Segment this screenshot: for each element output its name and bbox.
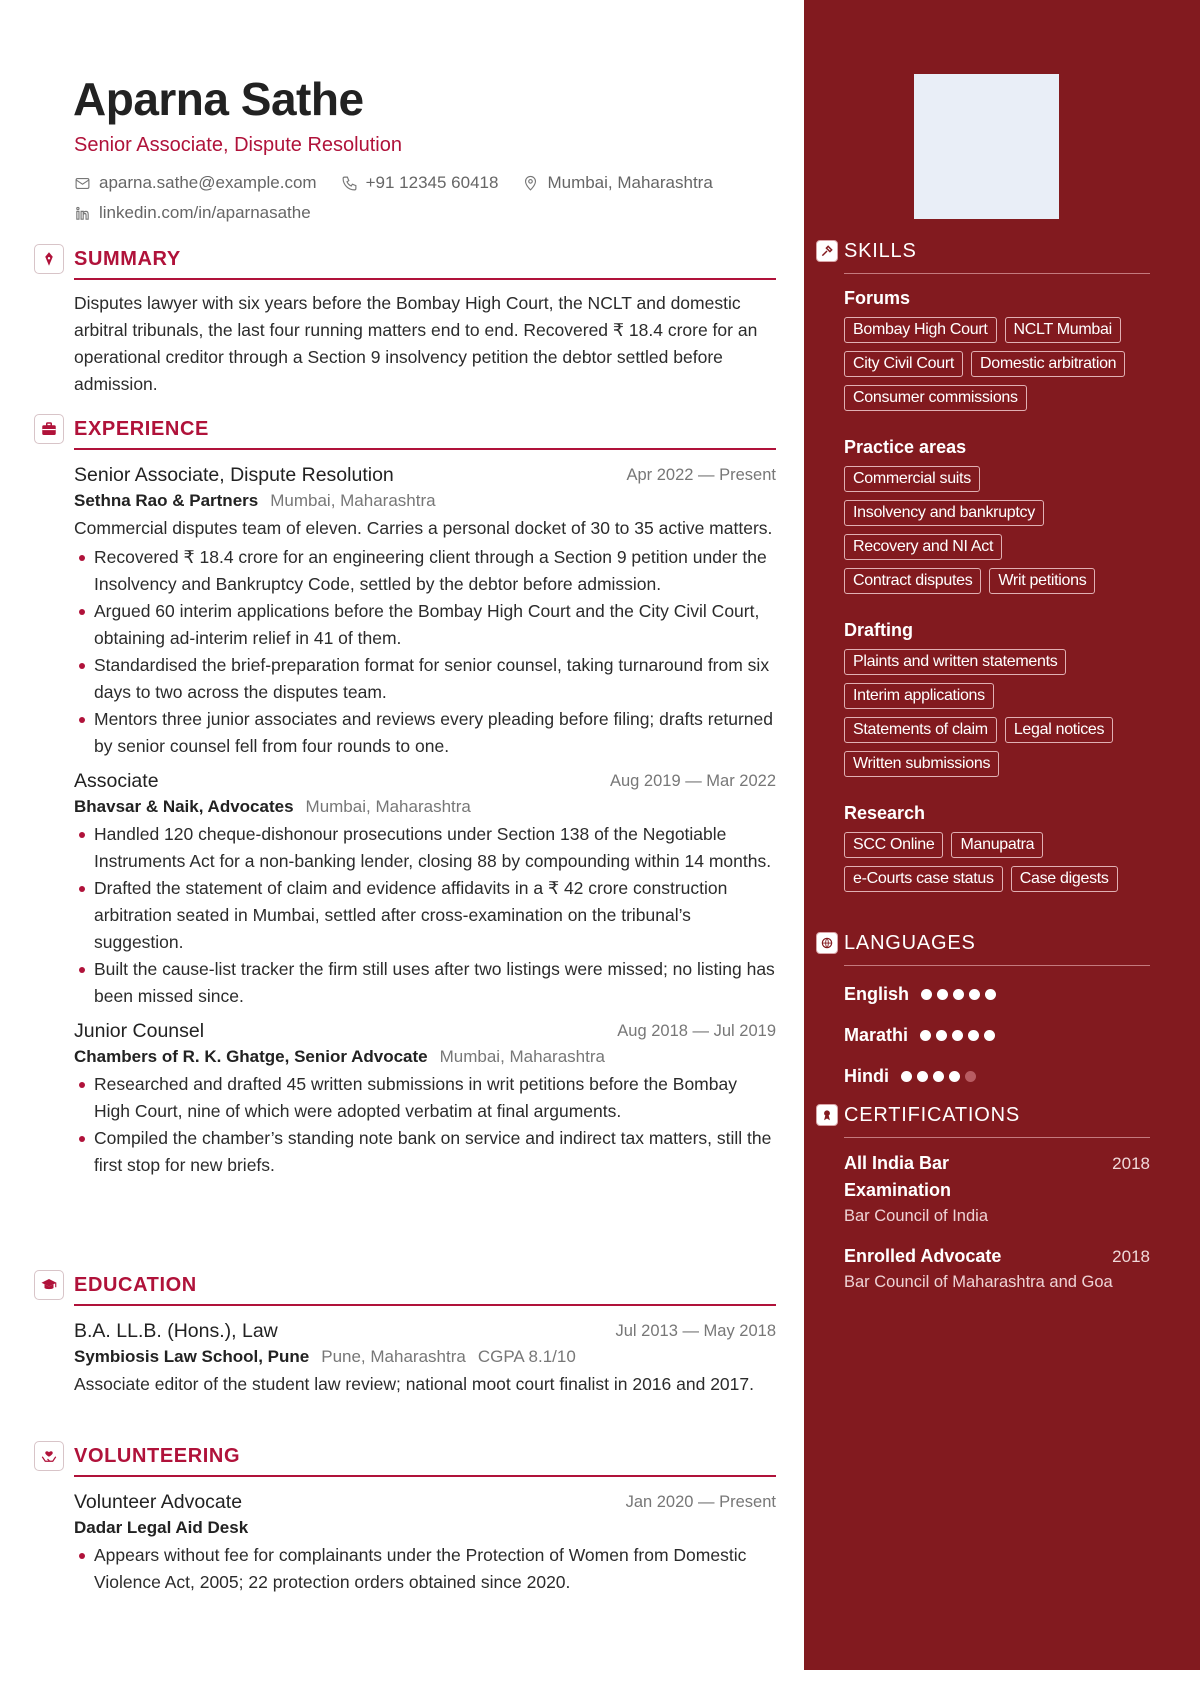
experience-title: EXPERIENCE — [74, 418, 209, 440]
language-item — [844, 1056, 1150, 1097]
location-contact — [522, 173, 712, 193]
job-org — [74, 1044, 776, 1069]
language-name: Marathi — [844, 1025, 909, 1045]
summary-text: Disputes lawyer with six years before the Bombay High Court, the NCLT and domestic arbitral tribunals, the last four running matters end to end. Recovered ₹ 18.4 crore for an operational creditor through a Section 9 insolvency petition the debtor settled before admission. — [74, 293, 758, 394]
job-entry — [74, 768, 776, 1010]
list-item: Mentors three junior associates and reviews every pleading before filing; drafts returned by senior counsel fell from four rounds to one. — [74, 706, 776, 760]
list-item: Handled 120 cheque-dishonour prosecutions under Section 138 of the Negotiable Instruments Act for a non-banking lender, closing 88 by compounding within 14 months. — [74, 821, 776, 875]
job-title: Senior Associate, Dispute Resolution — [74, 464, 394, 486]
language-list — [844, 974, 1150, 1097]
skill-tags — [844, 313, 1150, 415]
school-line — [74, 1344, 776, 1369]
education-title: EDUCATION — [74, 1274, 197, 1296]
proficiency-dot-empty — [965, 1071, 976, 1082]
list-item: Researched and drafted 45 written submissions in writ petitions before the Bombay High Court, nine of which were adopted verbatim at final arguments. — [74, 1071, 776, 1125]
employer: Chambers of R. K. Ghatge, Senior Advocate — [74, 1047, 428, 1066]
contact-row-2 — [74, 203, 335, 223]
skill-group-title: Drafting — [844, 620, 913, 640]
skill-group-title: Practice areas — [844, 437, 967, 457]
proficiency-dot-filled — [969, 989, 980, 1000]
skill-tag: Recovery and NI Act — [844, 534, 1002, 560]
education-entry — [74, 1318, 776, 1398]
skill-tag: Case digests — [1011, 866, 1118, 892]
proficiency-dot-filled — [968, 1030, 979, 1041]
proficiency-dots — [921, 989, 1001, 1000]
job-location: Mumbai, Maharashtra — [270, 491, 436, 510]
education-date: Jul 2013 — May 2018 — [615, 1322, 776, 1340]
certifications-title: CERTIFICATIONS — [844, 1104, 1021, 1126]
job-date: Apr 2022 — Present — [626, 466, 776, 484]
volunteer-org: Dadar Legal Aid Desk — [74, 1518, 249, 1537]
skill-tag: NCLT Mumbai — [1005, 317, 1121, 343]
proficiency-dot-filled — [936, 1030, 947, 1041]
volunteering-title: VOLUNTEERING — [74, 1445, 241, 1467]
skill-tag: Statements of claim — [844, 717, 997, 743]
skill-tag: Manupatra — [951, 832, 1043, 858]
pen-nib-icon — [34, 244, 64, 274]
certification-name: Enrolled Advocate — [844, 1246, 1002, 1266]
certificate-icon — [816, 1104, 838, 1126]
skill-tag: e-Courts case status — [844, 866, 1003, 892]
certification-issuer: Bar Council of Maharashtra and Goa — [844, 1273, 1113, 1291]
proficiency-dot-filled — [985, 989, 996, 1000]
language-item — [844, 1015, 1150, 1056]
experience-heading — [74, 416, 776, 450]
proficiency-dot-filled — [917, 1071, 928, 1082]
proficiency-dots — [920, 1030, 1000, 1041]
degree: B.A. LL.B. (Hons.), Law — [74, 1320, 278, 1342]
translate-icon — [816, 932, 838, 954]
summary-title: SUMMARY — [74, 248, 181, 270]
job-title: Associate — [74, 770, 159, 792]
skill-tag: Insolvency and bankruptcy — [844, 500, 1044, 526]
job-bullets — [74, 821, 776, 1010]
job-date: Aug 2018 — Jul 2019 — [617, 1022, 776, 1040]
skill-tags — [844, 645, 1150, 781]
employer: Sethna Rao & Partners — [74, 491, 259, 510]
location-text: Mumbai, Maharashtra — [547, 173, 713, 192]
profile-photo — [914, 74, 1059, 219]
job-date: Aug 2019 — Mar 2022 — [609, 772, 776, 790]
proficiency-dots — [901, 1071, 981, 1082]
language-name: Hindi — [844, 1066, 889, 1086]
skills-title: SKILLS — [844, 240, 917, 262]
list-item: Recovered ₹ 18.4 crore for an engineering client through a Section 9 petition under the Insolvency and Bankruptcy Code, settled by the debtor before admission. — [74, 544, 776, 598]
education-description: Associate editor of the student law review; national moot court finalist in 2016 and 2017. — [74, 1374, 754, 1394]
certification-year: 2018 — [1112, 1247, 1150, 1266]
job-bullets — [74, 1071, 776, 1179]
linkedin-icon — [74, 205, 91, 222]
volunteer-org-line — [74, 1515, 776, 1540]
contact-row — [74, 173, 737, 193]
education-section — [74, 1272, 776, 1398]
skill-tag: Written submissions — [844, 751, 999, 777]
proficiency-dot-filled — [952, 1030, 963, 1041]
briefcase-icon — [34, 414, 64, 444]
job-bullets — [74, 544, 776, 760]
volunteering-heading — [74, 1443, 776, 1477]
job-org — [74, 794, 776, 819]
proficiency-dot-filled — [920, 1030, 931, 1041]
skill-group-title: Research — [844, 803, 926, 823]
job-entry — [74, 1018, 776, 1179]
certifications-heading — [844, 1104, 1150, 1138]
certifications-section — [844, 1104, 1150, 1295]
sidebar — [804, 0, 1200, 1670]
email-contact[interactable] — [74, 173, 317, 193]
proficiency-dot-filled — [901, 1071, 912, 1082]
skill-tag: Contract disputes — [844, 568, 981, 594]
list-item: Drafted the statement of claim and evidence affidavits in a ₹ 42 crore construction arbitration seated in Mumbai, settled after cross-examination on the tribunal’s suggestion. — [74, 875, 776, 956]
volunteer-bullets — [74, 1542, 776, 1596]
proficiency-dot-filled — [933, 1071, 944, 1082]
certification-name: All India Bar Examination — [844, 1153, 952, 1200]
skill-tag: Bombay High Court — [844, 317, 997, 343]
linkedin-text: linkedin.com/in/aparnasathe — [99, 203, 311, 222]
skill-tag: City Civil Court — [844, 351, 963, 377]
certification-issuer: Bar Council of India — [844, 1207, 988, 1225]
job-location: Mumbai, Maharashtra — [305, 797, 471, 816]
proficiency-dot-filled — [937, 989, 948, 1000]
job-description: Commercial disputes team of eleven. Carries a personal docket of 30 to 35 active matters. — [74, 518, 773, 538]
job-org — [74, 488, 776, 513]
skill-tag: Consumer commissions — [844, 385, 1027, 411]
employer: Bhavsar & Naik, Advocates — [74, 797, 294, 816]
languages-section — [844, 932, 1150, 1097]
list-item: Compiled the chamber’s standing note bank on service and indirect tax matters, still the first stop for new briefs. — [74, 1125, 776, 1179]
skill-tag: Legal notices — [1005, 717, 1113, 743]
skills-heading — [844, 240, 1150, 274]
proficiency-dot-filled — [921, 989, 932, 1000]
tools-icon — [816, 240, 838, 262]
graduation-cap-icon — [34, 1270, 64, 1300]
certification-item — [844, 1243, 1150, 1295]
volunteering-entry — [74, 1489, 776, 1596]
proficiency-dot-filled — [984, 1030, 995, 1041]
skill-tag: SCC Online — [844, 832, 943, 858]
list-item: Standardised the brief-preparation format for senior counsel, taking turnaround from six days to two across the disputes team. — [74, 652, 776, 706]
volunteering-section — [74, 1443, 776, 1596]
language-item — [844, 974, 1150, 1015]
education-heading — [74, 1272, 776, 1306]
skill-tag: Commercial suits — [844, 466, 980, 492]
summary-section — [74, 246, 776, 398]
school-location: Pune, Maharashtra — [321, 1347, 466, 1366]
list-item: Appears without fee for complainants under the Protection of Women from Domestic Violence Act, 2005; 22 protection orders obtained since 2020. — [74, 1542, 776, 1596]
volunteer-date: Jan 2020 — Present — [625, 1493, 776, 1511]
languages-heading — [844, 932, 1150, 966]
phone-icon — [341, 175, 358, 192]
skill-tag: Interim applications — [844, 683, 994, 709]
location-pin-icon — [522, 175, 539, 192]
phone-text: +91 12345 60418 — [365, 173, 499, 192]
skill-tags — [844, 828, 1150, 896]
skills-section — [844, 240, 1150, 896]
skill-tag: Writ petitions — [989, 568, 1095, 594]
certification-item — [844, 1150, 1150, 1229]
phone-contact[interactable] — [341, 173, 499, 193]
job-title: Junior Counsel — [74, 1020, 205, 1042]
proficiency-dot-filled — [953, 989, 964, 1000]
list-item: Built the cause-list tracker the firm still uses after two listings were missed; no listing has been missed since. — [74, 956, 776, 1010]
skill-tag: Plaints and written statements — [844, 649, 1066, 675]
skill-tags — [844, 462, 1150, 598]
gpa: CGPA 8.1/10 — [477, 1347, 576, 1366]
skill-group-title: Forums — [844, 288, 911, 308]
summary-heading — [74, 246, 776, 280]
job-location: Mumbai, Maharashtra — [439, 1047, 605, 1066]
school: Symbiosis Law School, Pune — [74, 1347, 310, 1366]
list-item: Argued 60 interim applications before the Bombay High Court and the City Civil Court, obtaining ad-interim relief in 41 of them. — [74, 598, 776, 652]
proficiency-dot-filled — [949, 1071, 960, 1082]
job-entry — [74, 462, 776, 760]
helping-hands-icon — [34, 1441, 64, 1471]
volunteer-role: Volunteer Advocate — [74, 1491, 243, 1513]
linkedin-contact[interactable] — [74, 203, 311, 223]
certification-year: 2018 — [1112, 1154, 1150, 1173]
headline: Senior Associate, Dispute Resolution — [74, 134, 402, 156]
skill-tag: Domestic arbitration — [971, 351, 1125, 377]
email-text: aparna.sathe@example.com — [99, 173, 317, 192]
candidate-name: Aparna Sathe — [73, 73, 364, 125]
language-name: English — [844, 984, 910, 1004]
experience-section — [74, 416, 776, 1179]
mail-icon — [74, 175, 91, 192]
languages-title: LANGUAGES — [844, 932, 976, 954]
